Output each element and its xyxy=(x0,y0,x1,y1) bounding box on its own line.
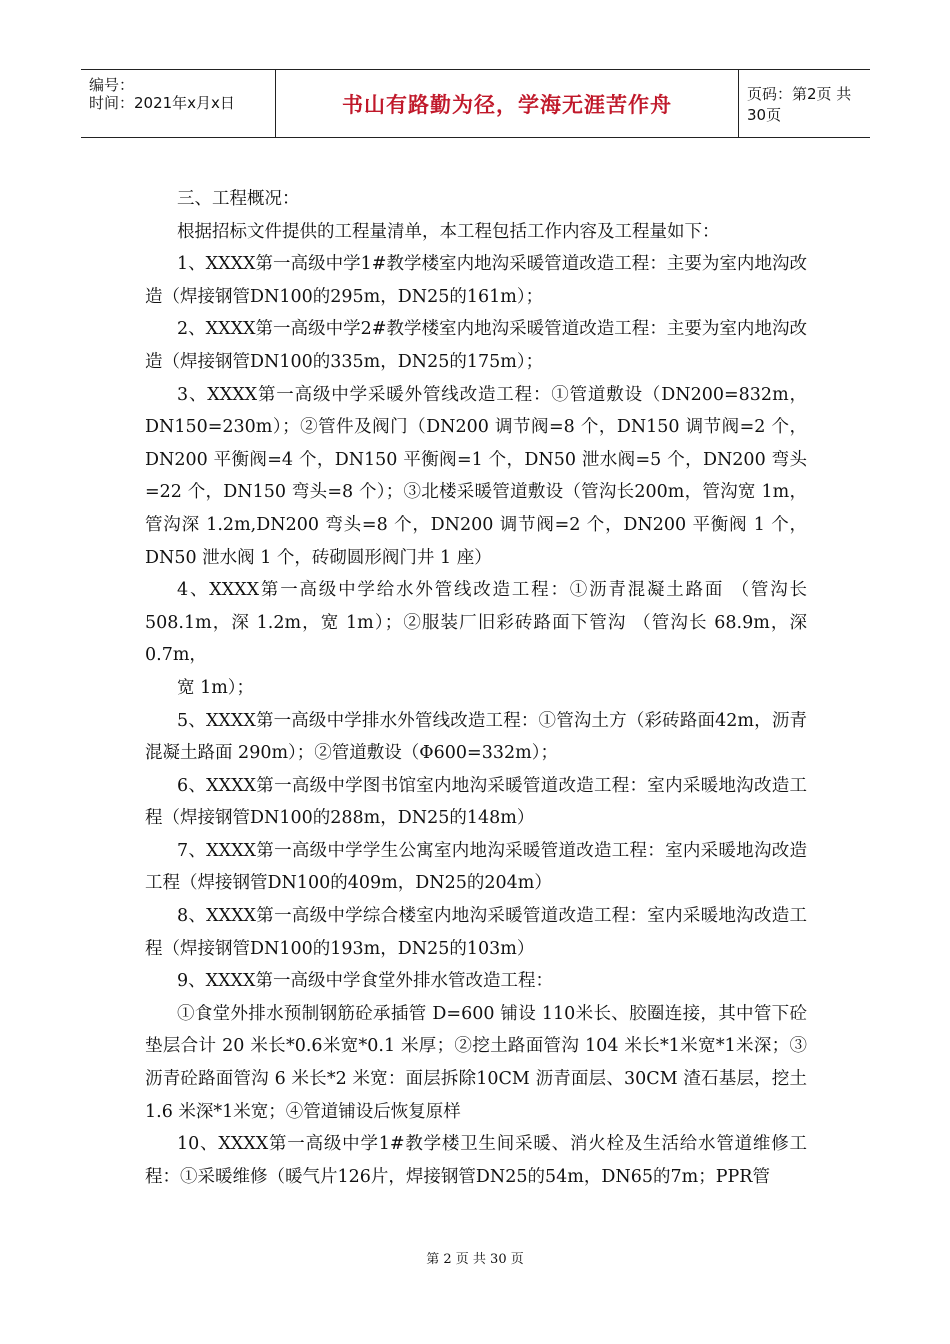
body-paragraph: 宽 1m）； xyxy=(177,677,255,698)
page-footer: 第 2 页 共 30 页 xyxy=(426,1252,524,1267)
body-paragraph: 5、XXXX第一高级中学排水外管线改造工程：①管沟土方（彩砖路面42m，沥青混凝土路面 290m）；②管道敷设（Φ600=332m）； xyxy=(145,710,807,764)
header-info-cell xyxy=(81,70,276,137)
body-paragraph: 根据招标文件提供的工程量清单，本工程包括工作内容及工程量如下： xyxy=(177,221,720,242)
document-body xyxy=(145,183,807,1193)
document-time-label: 时间：2021年x月x日 xyxy=(89,94,235,112)
body-paragraph: 4、XXXX第一高级中学给水外管线改造工程：①沥青混凝土路面 （管沟长508.1m，深 1.2m，宽 1m）；②服装厂旧彩砖路面下管沟 （管沟长 68.9m，深0.7m， xyxy=(145,580,807,666)
body-paragraph: ①食堂外排水预制钢筋砼承插管 D=600 铺设 110米长、胶圈连接，其中管下砼垫层合计 20 米长*0.6米宽*0.1 米厚；②挖土路面管沟 104 米长*1米宽*1米深；③沥青砼路面管沟 6 米长*2 米宽：面层拆除10CM 沥青面层、30CM 渣石基层，挖土 1.6 米深*1米宽；④管道铺设后恢复原样 xyxy=(145,1003,807,1122)
header-table xyxy=(81,69,870,138)
body-paragraph: 3、XXXX第一高级中学采暖外管线改造工程：①管道敷设（DN200=832m，DN150=230m）；②管件及阀门（DN200 调节阀=8 个，DN150 调节阀=2 个，DN200 平衡阀=4 个，DN150 平衡阀=1 个，DN50 泄水阀=5 个，DN200 弯头=22 个，DN150 弯头=8 个）；③北楼采暖管道敷设（管沟长200m，管沟宽 1m，管沟深 1.2m,DN200 弯头=8 个，DN200 调节阀=2 个，DN200 平衡阀 1 个，DN50 泄水阀 1 个，砖砌圆形阀门井 1 座） xyxy=(145,384,807,568)
body-paragraph: 10、XXXX第一高级中学1#教学楼卫生间采暖、消火栓及生活给水管道维修工程：①采暖维修（暖气片126片，焊接钢管DN25的54m，DN65的7m；PPR管 xyxy=(145,1134,807,1187)
body-paragraph: 2、XXXX第一高级中学2#教学楼室内地沟采暖管道改造工程：主要为室内地沟改造（焊接钢管DN100的335m，DN25的175m）； xyxy=(145,319,807,372)
body-paragraph: 8、XXXX第一高级中学综合楼室内地沟采暖管道改造工程：室内采暖地沟改造工程（焊接钢管DN100的193m，DN25的103m） xyxy=(145,906,807,959)
page-indicator: 页码：第2页 共30页 xyxy=(747,84,852,124)
header-page-cell xyxy=(739,70,870,137)
body-paragraph: 1、XXXX第一高级中学1#教学楼室内地沟采暖管道改造工程：主要为室内地沟改造（焊接钢管DN100的295m，DN25的161m）； xyxy=(145,254,807,307)
body-paragraph: 9、XXXX第一高级中学食堂外排水管改造工程： xyxy=(177,971,553,992)
body-paragraph: 6、XXXX第一高级中学图书馆室内地沟采暖管道改造工程：室内采暖地沟改造工程（焊接钢管DN100的288m，DN25的148m） xyxy=(145,775,807,829)
motto-text: 书山有路勤为径，学海无涯苦作舟 xyxy=(342,92,672,117)
document-number-label: 编号： xyxy=(89,76,135,94)
header-motto-cell xyxy=(276,70,739,137)
section-heading: 三、工程概况： xyxy=(177,189,300,209)
body-paragraph: 7、XXXX第一高级中学学生公寓室内地沟采暖管道改造工程：室内采暖地沟改造工程（焊接钢管DN100的409m，DN25的204m） xyxy=(145,840,807,894)
